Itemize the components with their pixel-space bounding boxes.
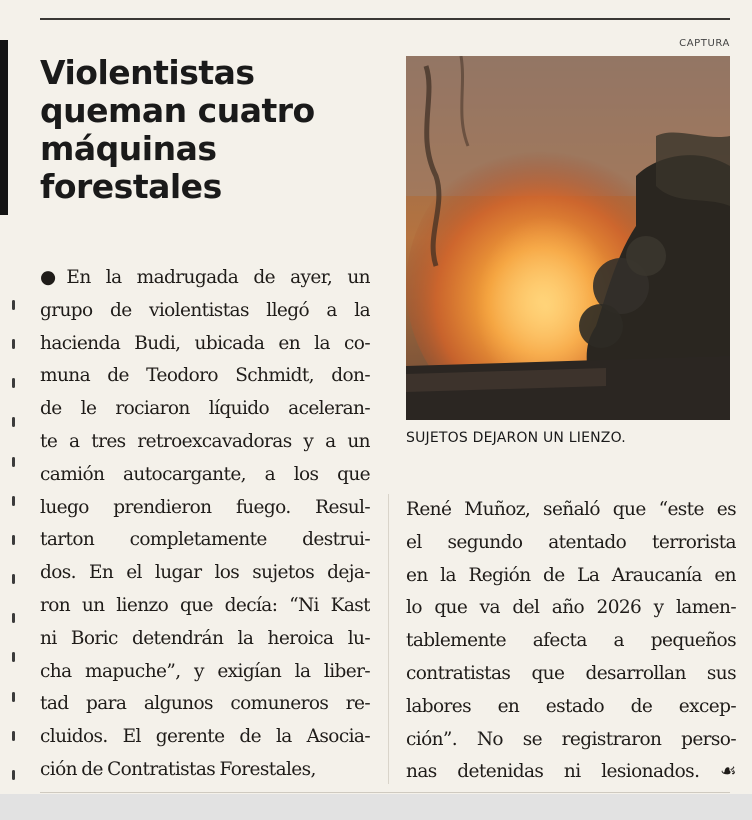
body-line: contratistas que desarrollan sus [406,662,736,684]
body-line: tarton completamente destrui- [40,529,370,551]
body-line: René Muñoz, señaló que “este es [406,499,736,520]
body-line: nas detenidas ni lesionados. ☙ [406,761,736,783]
body-line: ni Boric detendrán la heroica lu- [40,627,370,649]
body-line: cha mapuche”, y exigían la liber- [40,660,370,682]
headline [40,54,380,206]
headline-line: queman cuatro [40,91,315,130]
body-line: ●En la madrugada de ayer, un [40,267,370,288]
body-line: tad para algunos comuneros re- [40,693,370,715]
left-margin-marks [12,300,16,780]
body-line: muna de Teodoro Schmidt, don- [40,365,370,387]
headline-line: máquinas [40,129,217,168]
body-line: grupo de violentistas llegó a la [40,299,370,321]
body-line: lo que va del año 2026 y lamen- [406,597,736,619]
body-line: labores en estado de excep- [406,695,736,717]
body-column-left [40,262,370,787]
body-line: en la Región de La Araucanía en [406,564,736,586]
photo-caption: SUJETOS DEJARON UN LIENZO. [406,430,626,446]
body-line: ron un lienzo que decía: “Ni Kast [40,594,370,616]
body-line: ción”. No se registraron perso- [406,728,736,750]
body-line: de le rociaron líquido aceleran- [40,398,370,420]
left-margin-bar [0,40,8,215]
top-rule [40,18,730,20]
body-column-right [406,494,736,789]
bottom-rule [40,792,730,793]
body-line: luego prendieron fuego. Resul- [40,496,370,518]
body-line: cluidos. El gerente de la Asocia- [40,726,370,748]
headline-line: Violentistas [40,53,255,92]
column-separator [388,494,389,784]
body-line: dos. En el lugar los sujetos deja- [40,562,370,584]
body-line: ción de Contratistas Forestales, [40,758,316,780]
body-line: hacienda Budi, ubicada en la co- [40,332,370,354]
photo-credit: CAPTURA [679,38,730,49]
bottom-band [0,794,752,820]
fire-photo-icon [406,56,730,420]
body-line: te a tres retroexcavadoras y a un [40,430,370,452]
body-line: el segundo atentado terrorista [406,531,736,553]
headline-line: forestales [40,167,222,206]
body-line: camión autocargante, a los que [40,463,370,485]
body-line: tablemente afecta a pequeños [406,630,736,652]
